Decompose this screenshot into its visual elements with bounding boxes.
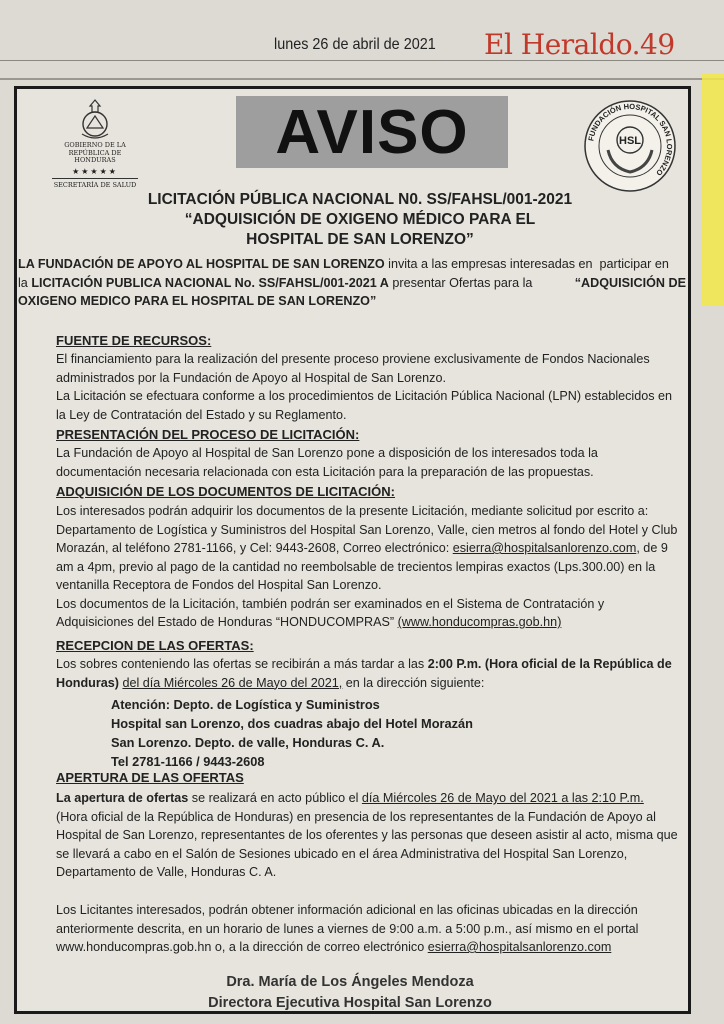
recepcion-paragraph: Los sobres conteniendo las ofertas se recibirán a más tardar a las 2:00 P.m. (Hora oficial de la República de Honduras) del día Miércoles 26 de Mayo del 2021, en la dirección siguiente: xyxy=(56,657,672,690)
adquisicion-paragraph: Los interesados podrán adquirir los documentos de la presente Licitación, mediante solicitud por escrito a: Departamento de Logística y Suministros del Hospital San Lorenzo, Valle, cien metros al fondo del Hotel y Club Morazán, al teléfono 2781-1166, y Cel: 9443-2608, Correo electrónico: esierra@hospitalsanlorenzo.com, de 9 am a 4pm, previo al pago de la cantidad no reembolsable de trecientos lempiras exactos (Lps.300.00) en la ventanilla Receptora de Fondos del Hospital San Lorenzo. Los documentos de la Licitación, también podrán ser examinados en el Sistema de Contratación y Adquisiciones del Estado de Honduras “HONDUCOMPRAS” (www.honducompras.gob.hn) xyxy=(56,504,678,629)
apertura-paragraph: La apertura de ofertas se realizará en acto público el día Miércoles 26 de Mayo del 2021 a las 2:10 P.m. (Hora oficial de la República de Honduras) en presencia de los representantes de la Fundación de Apoyo al Hospital de San Lorenzo, representantes de los oferentes y las personas que deseen asistir al acto, misma que se llevará a cabo en el Salón de Sesiones ubicado en el área Administrativa del Hospital San Lorenzo, Departamento de Valle, Honduras C. A. xyxy=(56,791,678,879)
ministry-label: SECRETARÍA DE SALUD xyxy=(52,178,138,189)
section-heading-presentacion: PRESENTACIÓN DEL PROCESO DE LICITACIÓN: xyxy=(56,427,360,442)
contact-email-link[interactable]: esierra@hospitalsanlorenzo.com xyxy=(427,940,612,954)
stars-row: ★★★★★ xyxy=(72,166,118,176)
intro-paragraph: LA FUNDACIÓN DE APOYO AL HOSPITAL DE SAN LORENZO invita a las empresas interesadas en participar en la LICITACIÓN PUBLICA NACIONAL No. SS/FAHSL/001-2021 A presentar Ofertas para la “ADQUISICIÓN DE OXIGENO MEDICO PARA EL HOSPITAL DE SAN LORENZO” xyxy=(18,257,686,308)
foundation-logo xyxy=(582,98,678,194)
signer-name: Dra. María de Los Ángeles Mendoza xyxy=(226,974,474,990)
honducompras-link[interactable]: (www.honducompras.gob.hn) xyxy=(397,615,562,629)
aviso-banner xyxy=(236,96,508,168)
publication-name: El Heraldo.49 xyxy=(484,28,675,61)
fuente-paragraph: El financiamiento para la realización del presente proceso proviene exclusivamente de Fondos Nacionales administrados por la Fundación de Apoyo al Hospital de San Lorenzo. La Licitación se efectuara conforme a los procedimientos de Licitación Pública Nacional (LPN) establecidos en la Ley de Contratación del Estado y su Reglamento. xyxy=(56,352,673,422)
info-paragraph: Los Licitantes interesados, podrán obtener información adicional en las oficinas ubicadas en la dirección anteriormente descrita, en un horario de lunes a viernes de 9:00 a.m. a 5:00 p.m., así mismo en el portal www.honducompras.gob.hn o, a la dirección de correo electrónico esierra@hospitalsanlorenzo.com xyxy=(56,903,639,954)
delivery-address: Atención: Depto. de Logística y Suministros Hospital san Lorenzo, dos cuadras abajo del Hotel Morazán San Lorenzo. Depto. de valle, Honduras C. A. Tel 2781-1166 / 9443-2608 xyxy=(111,697,473,769)
presentacion-paragraph: La Fundación de Apoyo al Hospital de San Lorenzo pone a disposición de los interesados toda la documentación necesaria relacionada con esta Licitación para la preparación de las propuestas. xyxy=(56,446,598,479)
section-heading-fuente: FUENTE DE RECURSOS: xyxy=(56,333,212,348)
foundation-initials: HSL xyxy=(619,135,641,147)
email-link[interactable]: esierra@hospitalsanlorenzo.com xyxy=(452,541,637,555)
publication-date: lunes 26 de abril de 2021 xyxy=(274,36,436,53)
section-heading-adquisicion: ADQUISICIÓN DE LOS DOCUMENTOS DE LICITACIÓN: xyxy=(56,484,395,499)
signer-role: Directora Ejecutiva Hospital San Lorenzo xyxy=(208,995,492,1011)
highlighter-mark xyxy=(702,74,724,306)
notice-title: LICITACIÓN PÚBLICA NACIONAL N0. SS/FAHSL/001-2021 “ADQUISICIÓN DE OXIGENO MÉDICO PARA EL HOSPITAL DE SAN LORENZO” xyxy=(147,191,573,248)
signature-block xyxy=(100,972,600,1014)
government-logo xyxy=(52,98,138,189)
ring-text: FUNDACIÓN HOSPITAL SAN LORENZO xyxy=(586,101,675,178)
coat-of-arms-icon xyxy=(78,98,112,140)
section-heading-recepcion: RECEPCION DE LAS OFERTAS: xyxy=(56,638,254,653)
government-label: GOBIERNO DE LA REPÚBLICA DE HONDURAS xyxy=(64,141,126,164)
banner-title: AVISO xyxy=(275,97,469,167)
section-heading-apertura: APERTURA DE LAS OFERTAS xyxy=(56,770,244,785)
